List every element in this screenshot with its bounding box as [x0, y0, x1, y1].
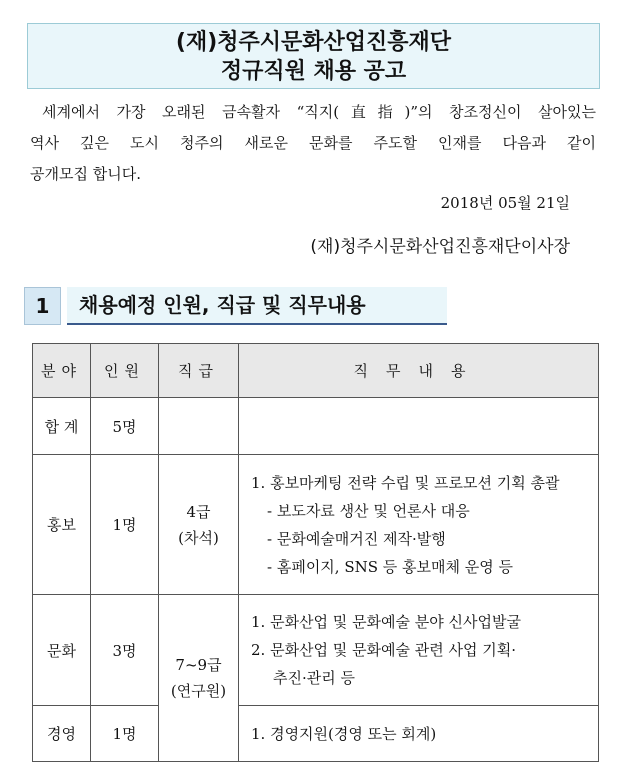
promo-duties — [239, 455, 599, 595]
total-field: 합 계 — [33, 398, 91, 455]
signer: (재)청주시문화산업진흥재단이사장 — [310, 237, 570, 257]
shared-grade — [159, 595, 239, 762]
mgmt-count: 1명 — [91, 706, 159, 762]
intro-line-3: 공개모집 합니다. — [30, 165, 141, 183]
table-row-culture — [33, 595, 599, 706]
intro-line-2: 역사 깊은 도시 청주의 새로운 문화를 주도할 인재를 다음과 같이 — [30, 134, 596, 152]
total-grade — [159, 398, 239, 455]
mgmt-field: 경영 — [33, 706, 91, 762]
shared-grade-note: (연구원) — [170, 682, 227, 700]
intro-paragraph — [30, 97, 596, 190]
section-title: 채용예정 인원, 직급 및 직무내용 — [67, 287, 447, 325]
promo-duty-1: 1. 홍보마케팅 전략 수립 및 프로모션 기획 총괄 — [251, 473, 560, 492]
promo-grade — [159, 455, 239, 595]
total-count: 5명 — [91, 398, 159, 455]
promo-duty-4: - 홈페이지, SNS 등 홍보매체 운영 등 — [267, 557, 514, 576]
mgmt-duty-1: 1. 경영지원(경영 또는 회계) — [251, 724, 437, 743]
table-row-total — [33, 398, 599, 455]
mgmt-duties — [239, 706, 599, 762]
culture-duty-1: 1. 문화산업 및 문화예술 분야 신사업발굴 — [251, 613, 521, 631]
announcement-date: 2018년 05월 21일 — [440, 194, 570, 212]
intro-line-1: 세계에서 가장 오래된 금속활자 “직지(直指)”의 창조정신이 살아있는 — [42, 103, 596, 121]
recruitment-table — [32, 343, 599, 762]
table-header-row — [33, 344, 599, 398]
header-field: 분야 — [33, 344, 91, 398]
section-number: 1 — [24, 287, 61, 325]
promo-duty-3: - 문화예술매거진 제작·발행 — [267, 529, 446, 548]
table-row-promo — [33, 455, 599, 595]
culture-duty-2: 2. 문화산업 및 문화예술 관련 사업 기획· — [251, 641, 517, 659]
title-line-2: 정규직원 채용 공고 — [220, 59, 407, 84]
promo-field: 홍보 — [33, 455, 91, 595]
culture-count: 3명 — [91, 595, 159, 706]
culture-duties — [239, 595, 599, 706]
table-row-mgmt — [33, 706, 599, 762]
promo-grade-note: (차석) — [178, 528, 219, 547]
shared-grade-value: 7~9급 — [175, 656, 222, 674]
title-box — [27, 23, 600, 89]
total-duties — [239, 398, 599, 455]
promo-count: 1명 — [91, 455, 159, 595]
promo-duty-2: - 보도자료 생산 및 언론사 대응 — [267, 501, 470, 520]
title-line-1: (재)청주시문화산업진흥재단 — [175, 30, 452, 55]
culture-field: 문화 — [33, 595, 91, 706]
header-grade: 직급 — [159, 344, 239, 398]
header-count: 인원 — [91, 344, 159, 398]
promo-grade-value: 4급 — [186, 502, 211, 521]
header-duties: 직무내용 — [239, 344, 599, 398]
culture-duty-3: 추진·관리 등 — [273, 669, 355, 687]
